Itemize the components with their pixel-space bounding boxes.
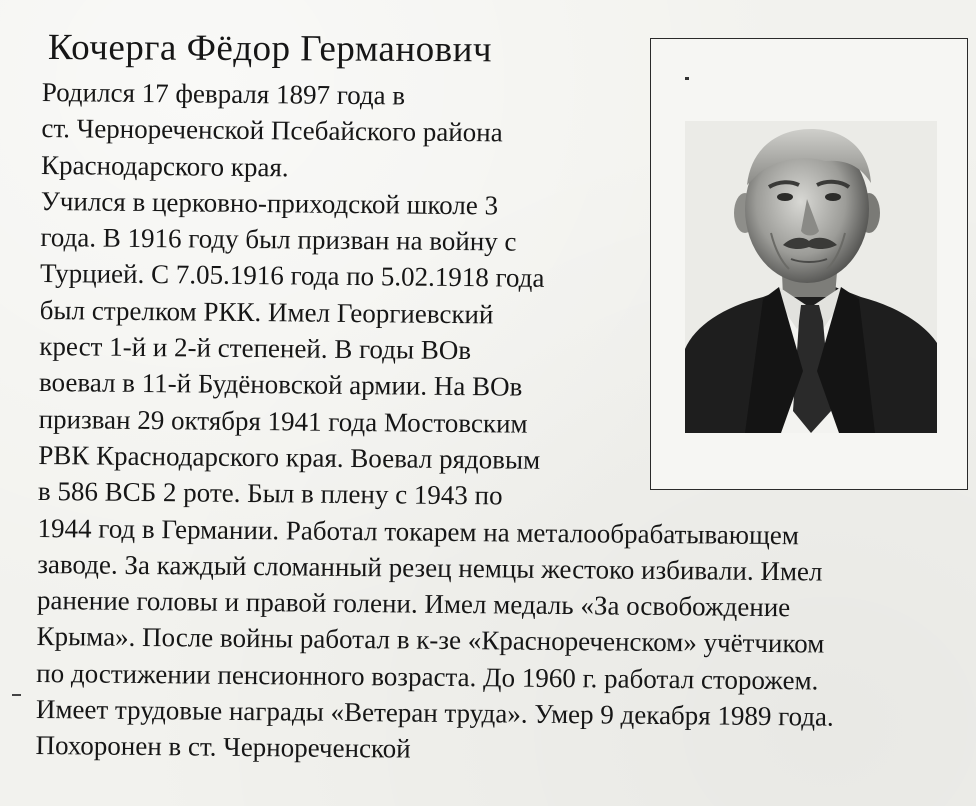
page-title: Кочерга Фёдор Германович: [47, 26, 493, 71]
bio-line: Похоронен в ст. Чернореченской: [35, 730, 411, 764]
scan-speck: [685, 77, 689, 80]
bio-line: воевал в 11-й Будёновской армии. На ВОв: [38, 367, 523, 402]
bio-line: был стрелком РКК. Имел Георгиевский: [39, 294, 494, 330]
bio-line: года. В 1916 году был призван на войну с: [40, 222, 517, 257]
bio-line: Учился в церковно-приходской школе 3: [40, 185, 499, 221]
bio-line: по достижении пенсионного возраста. До 1960 г. работал сторожем.: [36, 657, 819, 696]
bio-line: ранение головы и правой голени. Имел медаль «За освобождение: [36, 585, 791, 623]
bio-line: в 586 ВСБ 2 роте. Был в плену с 1943 по: [37, 476, 503, 511]
bio-line: крест 1-й и 2-й степеней. В годы ВОв: [39, 331, 472, 366]
bio-line: ст. Чернореченской Псебайского района: [41, 113, 503, 148]
bio-line: призван 29 октября 1941 года Мостовским: [38, 403, 528, 439]
bio-line: Крыма». После войны работал в к-зе «Краснореченском» учётчиком: [36, 621, 825, 659]
photo-frame: [650, 38, 968, 490]
bio-line: РВК Краснодарского края. Воевал рядовым: [38, 439, 541, 475]
margin-dash: [12, 694, 21, 696]
bio-line: Турцией. С 7.05.1916 года по 5.02.1918 года: [39, 258, 545, 294]
bio-line: заводе. За каждый сломанный резец немцы жестоко избивали. Имел: [37, 548, 823, 587]
bio-line: Имеет трудовые награды «Ветеран труда». Умер 9 декабря 1989 года.: [35, 694, 834, 732]
portrait-photo: [685, 121, 937, 433]
bio-line: Родился 17 февраля 1897 года в: [41, 76, 406, 111]
bio-line: Краснодарского края.: [40, 149, 289, 182]
bio-line: 1944 год в Германии. Работал токарем на металообрабатывающем: [37, 512, 800, 550]
portrait-illustration: [685, 121, 937, 433]
